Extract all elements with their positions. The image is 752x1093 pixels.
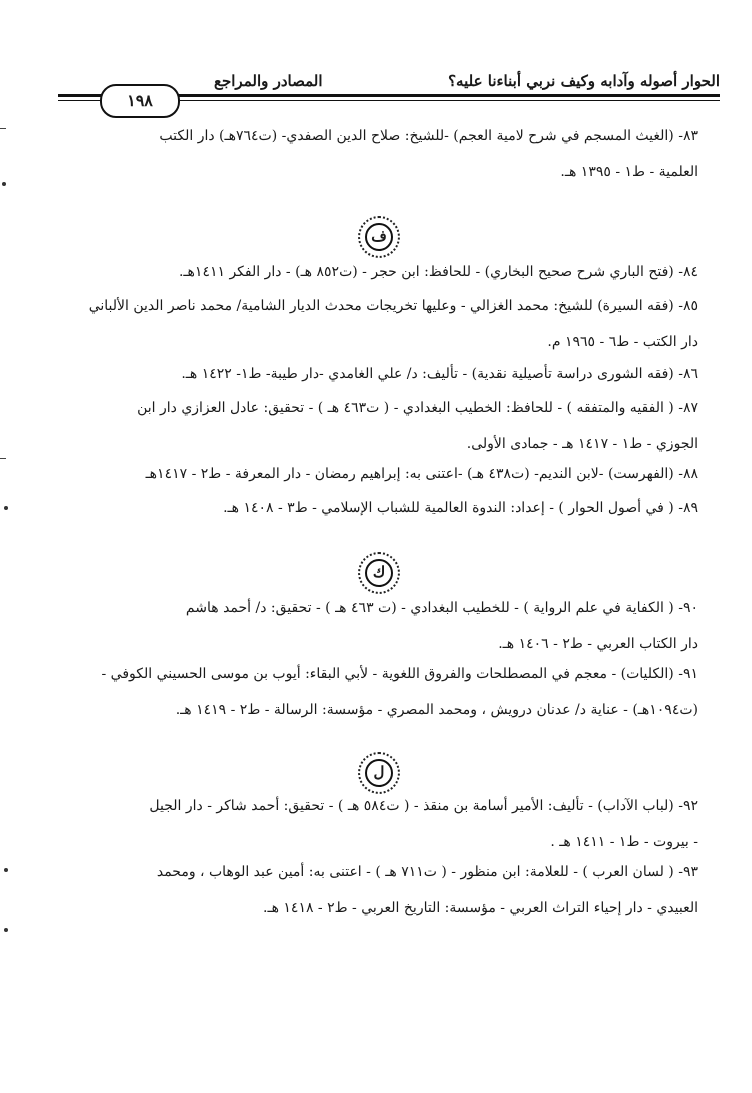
page-number: ١٩٨ bbox=[100, 84, 180, 118]
reference-entry-89 bbox=[48, 490, 698, 526]
letter-marker-label: ل bbox=[365, 759, 393, 787]
section-title: المصادر والمراجع bbox=[208, 72, 329, 90]
reference-entry-87 bbox=[48, 390, 698, 462]
entry-line: ٨٨- (الفهرست) -لابن النديم- (ت٤٣٨ هـ) -اعتنى به: إبراهيم رمضان - دار المعرفة - ط٢ - ١٤١٧هـ bbox=[145, 466, 698, 482]
entry-line: ٨٤- (فتح الباري شرح صحيح البخاري) - للحافظ: ابن حجر - (ت٨٥٢ هـ) - دار الفكر ١٤١١هـ. bbox=[178, 264, 698, 280]
reference-entry-83 bbox=[48, 118, 698, 190]
reference-entry-88 bbox=[48, 456, 698, 492]
reference-entry-91 bbox=[48, 656, 698, 728]
running-header bbox=[58, 64, 720, 108]
scan-speck bbox=[4, 868, 8, 872]
scan-speck bbox=[0, 458, 6, 459]
entry-line: (ت١٠٩٤هـ) - عناية د/ عدنان درويش ، ومحمد المصري - مؤسسة: الرسالة - ط٢ - ١٤١٩ هـ. bbox=[175, 702, 698, 718]
entry-line: ٩٠- ( الكفاية في علم الرواية ) - للخطيب البغدادي - (ت ٤٦٣ هـ ) - تحقيق: د/ أحمد هاشم bbox=[185, 600, 698, 616]
reference-entry-84 bbox=[48, 254, 698, 290]
scan-speck bbox=[0, 128, 6, 129]
entry-line: الجوزي - ط١ - ١٤١٧ هـ - جمادى الأولى. bbox=[466, 436, 698, 452]
reference-entry-90 bbox=[48, 590, 698, 662]
letter-marker-label: ف bbox=[365, 223, 393, 251]
scan-speck bbox=[4, 506, 8, 510]
entry-line: دار الكتب - ط٦ - ١٩٦٥ م. bbox=[547, 334, 698, 350]
entry-line: العلمية - ط١ - ١٣٩٥ هـ. bbox=[560, 164, 698, 180]
entry-line: العبيدي - دار إحياء التراث العربي - مؤسسة: التاريخ العربي - ط٢ - ١٤١٨ هـ. bbox=[263, 900, 698, 916]
entry-line: ٩٣- ( لسان العرب ) - للعلامة: ابن منظور - ( ت٧١١ هـ ) - اعتنى به: أمين عبد الوهاب ، ومحمد bbox=[156, 864, 698, 880]
reference-entry-85 bbox=[48, 288, 698, 360]
reference-entry-86 bbox=[48, 356, 698, 392]
reference-entry-92 bbox=[48, 788, 698, 860]
entry-line: دار الكتاب العربي - ط٢ - ١٤٠٦ هـ. bbox=[498, 636, 698, 652]
book-title: الحوار أصوله وآدابه وكيف نربي أبناءنا عليه؟ bbox=[442, 72, 720, 90]
reference-entry-93 bbox=[48, 854, 698, 926]
entry-line: ٩٢- (لباب الآداب) - تأليف: الأمير أسامة بن منقذ - ( ت٥٨٤ هـ ) - تحقيق: أحمد شاكر - دار الجيل bbox=[149, 798, 698, 814]
entry-line: ٨٧- ( الفقيه والمتفقه ) - للحافظ: الخطيب البغدادي - ( ت٤٦٣ هـ ) - تحقيق: عادل العزازي دار ابن bbox=[137, 400, 698, 416]
letter-marker-fa bbox=[358, 216, 400, 258]
scan-speck bbox=[4, 928, 8, 932]
entry-line: ٨٥- (فقه السيرة) للشيخ: محمد الغزالي - وعليها تخريجات محدث الديار الشامية/ محمد ناصر الدين الألباني bbox=[88, 298, 698, 314]
letter-marker-kaf bbox=[358, 552, 400, 594]
letter-marker-label: ك bbox=[365, 559, 393, 587]
entry-line: - بيروت - ط١ - ١٤١١ هـ . bbox=[550, 834, 698, 850]
entry-line: ٨٣- (الغيث المسجم في شرح لامية العجم) -للشيخ: صلاح الدين الصفدي- (ت٧٦٤هـ) دار الكتب bbox=[159, 128, 698, 144]
entry-line: ٨٩- ( في أصول الحوار ) - إعداد: الندوة العالمية للشباب الإسلامي - ط٣ - ١٤٠٨ هـ. bbox=[223, 500, 698, 516]
entry-line: ٨٦- (فقه الشورى دراسة تأصيلية نقدية) - تأليف: د/ علي الغامدي -دار طيبة- ط١- ١٤٢٢ هـ. bbox=[181, 366, 698, 382]
scan-speck bbox=[2, 182, 6, 186]
entry-line: ٩١- (الكليات) - معجم في المصطلحات والفروق اللغوية - لأبي البقاء: أيوب بن موسى الحسيني الكوفي - bbox=[101, 666, 698, 682]
